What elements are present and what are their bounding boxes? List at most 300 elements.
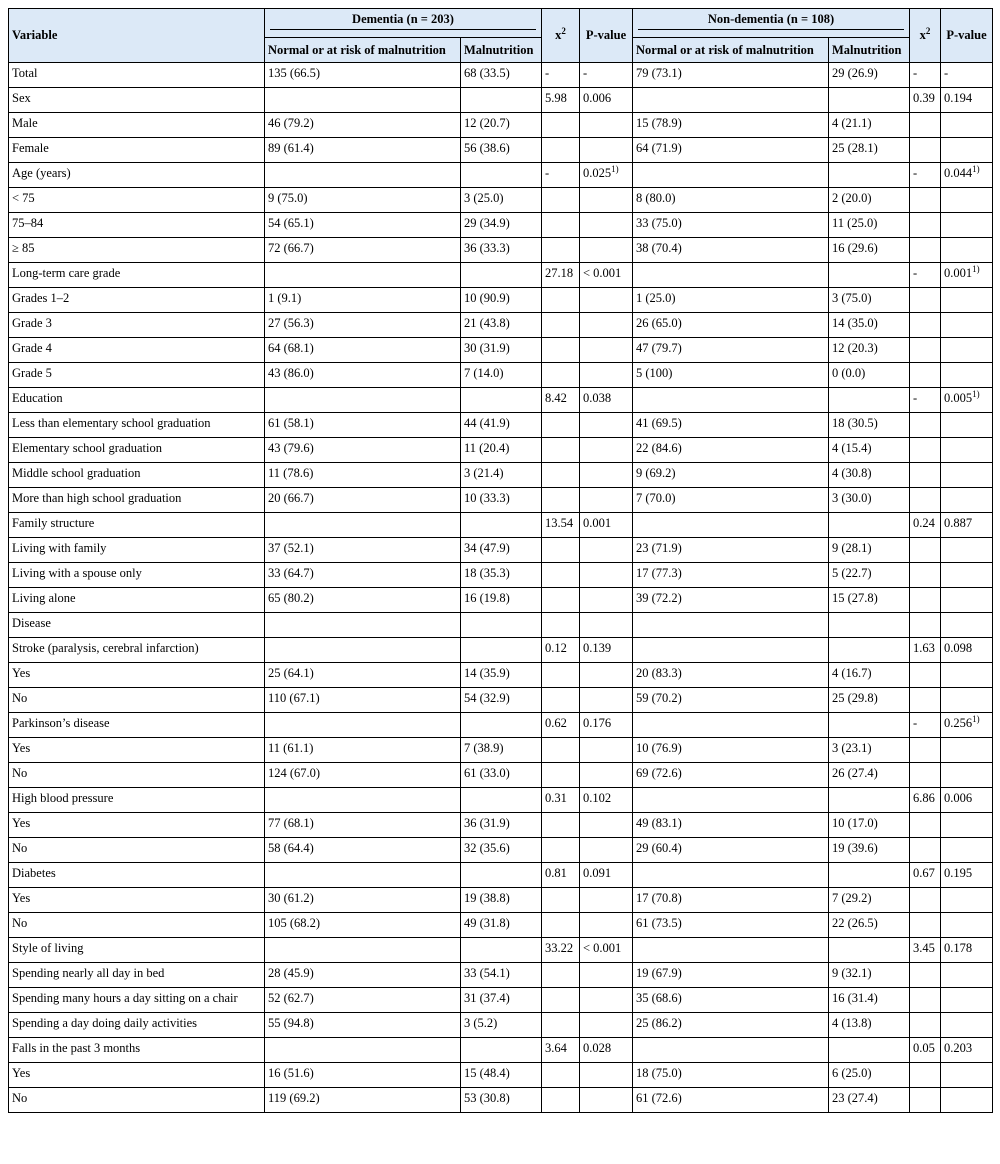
dementia-malnutrition-cell [461,688,542,713]
dementia-normal-cell [265,638,461,663]
variable-cell [9,888,265,913]
dementia-malnutrition-cell-text: 33 (54.1) [464,966,510,980]
variable-cell-text: Falls in the past 3 months [12,1041,141,1055]
non-dementia-normal-cell [633,363,829,388]
non-dementia-malnutrition-cell [829,813,910,838]
variable-cell [9,313,265,338]
non-dementia-normal-cell-text: 61 (72.6) [636,1091,682,1105]
dementia-normal-cell [265,763,461,788]
dementia-malnutrition-cell [461,538,542,563]
dementia-chi-square-cell [542,1088,580,1113]
non-dementia-malnutrition-cell [829,213,910,238]
non-dementia-p-value-cell [941,1038,993,1063]
non-dementia-normal-cell [633,888,829,913]
dementia-malnutrition-cell-text: 32 (35.6) [464,841,510,855]
dementia-malnutrition-cell-text: 3 (21.4) [464,466,504,480]
variable-cell [9,1088,265,1113]
header-non-dementia-chi-square [910,9,941,63]
dementia-malnutrition-cell-text: 10 (90.9) [464,291,510,305]
dementia-chi-square-cell [542,913,580,938]
dementia-p-value-cell [580,463,633,488]
non-dementia-normal-cell-text: 23 (71.9) [636,541,682,555]
variable-cell [9,938,265,963]
non-dementia-malnutrition-cell [829,1013,910,1038]
dementia-p-value-cell [580,813,633,838]
dementia-malnutrition-cell-text: 54 (32.9) [464,691,510,705]
non-dementia-chi-square-cell-text: 0.39 [913,91,935,105]
non-dementia-chi-square-cell [910,663,941,688]
table-row [9,238,993,263]
non-dementia-p-value-cell [941,188,993,213]
variable-cell [9,388,265,413]
non-dementia-p-value-cell [941,513,993,538]
non-dementia-normal-cell [633,588,829,613]
dementia-malnutrition-cell-text: 7 (38.9) [464,741,504,755]
dementia-chi-square-cell [542,413,580,438]
header-variable: Variable [9,9,265,63]
variable-cell-text: Yes [12,666,31,680]
non-dementia-p-value-cell [941,813,993,838]
dementia-malnutrition-cell [461,113,542,138]
non-dementia-malnutrition-cell-text: 4 (16.7) [832,666,872,680]
dementia-p-value-cell-text: 0.001 [583,516,612,530]
dementia-chi-square-cell [542,113,580,138]
variable-cell-text: Education [12,391,63,405]
table-row [9,588,993,613]
dementia-malnutrition-cell [461,63,542,88]
table-row [9,688,993,713]
dementia-malnutrition-cell [461,1063,542,1088]
non-dementia-p-value-cell [941,638,993,663]
non-dementia-chi-square-cell [910,163,941,188]
dementia-chi-square-cell [542,963,580,988]
dementia-malnutrition-cell-text: 7 (14.0) [464,366,504,380]
dementia-normal-cell [265,388,461,413]
variable-cell-text: More than high school graduation [12,491,182,505]
dementia-normal-cell [265,888,461,913]
dementia-p-value-cell [580,938,633,963]
non-dementia-malnutrition-cell-text: 9 (28.1) [832,541,872,555]
table-row [9,163,993,188]
dementia-normal-cell-text: 61 (58.1) [268,416,314,430]
variable-cell-text: Yes [12,816,31,830]
variable-cell-text: < 75 [12,191,35,205]
variable-cell [9,838,265,863]
variable-cell [9,588,265,613]
table-row [9,63,993,88]
non-dementia-p-value-cell [941,363,993,388]
dementia-normal-cell [265,438,461,463]
variable-cell [9,188,265,213]
non-dementia-malnutrition-cell-text: 23 (27.4) [832,1091,878,1105]
dementia-normal-cell [265,488,461,513]
header-dementia-label: Dementia (n = 203) [270,12,536,30]
non-dementia-chi-square-cell-text: - [913,66,918,80]
dementia-chi-square-cell-text: 33.22 [545,941,574,955]
variable-cell [9,538,265,563]
non-dementia-p-value-cell [941,63,993,88]
non-dementia-normal-cell-text: 79 (73.1) [636,66,682,80]
non-dementia-malnutrition-cell-text: 16 (29.6) [832,241,878,255]
non-dementia-malnutrition-cell [829,888,910,913]
dementia-p-value-cell-text: - [583,66,588,80]
dementia-chi-square-cell-text: 0.81 [545,866,567,880]
dementia-p-value-cell [580,263,633,288]
dementia-malnutrition-cell [461,1013,542,1038]
dementia-p-value-cell [580,763,633,788]
dementia-malnutrition-cell-text: 16 (19.8) [464,591,510,605]
dementia-p-value-cell [580,663,633,688]
variable-cell [9,513,265,538]
variable-cell-text: Parkinson’s disease [12,716,110,730]
non-dementia-malnutrition-cell [829,463,910,488]
variable-cell [9,213,265,238]
dementia-malnutrition-cell-text: 61 (33.0) [464,766,510,780]
variable-cell-text: No [12,766,28,780]
non-dementia-normal-cell-text: 15 (78.9) [636,116,682,130]
variable-cell [9,438,265,463]
dementia-normal-cell-text: 33 (64.7) [268,566,314,580]
dementia-normal-cell [265,788,461,813]
non-dementia-normal-cell [633,1013,829,1038]
dementia-malnutrition-cell [461,163,542,188]
dementia-malnutrition-cell [461,513,542,538]
non-dementia-chi-square-cell [910,213,941,238]
non-dementia-malnutrition-cell [829,363,910,388]
non-dementia-p-value-cell [941,538,993,563]
footnote-marker: 1) [972,713,980,724]
non-dementia-chi-square-cell-text: - [913,166,918,180]
dementia-malnutrition-cell-text: 44 (41.9) [464,416,510,430]
non-dementia-malnutrition-cell [829,113,910,138]
non-dementia-normal-cell [633,763,829,788]
non-dementia-p-value-cell-text: 0.001 [944,266,973,280]
non-dementia-p-value-cell [941,663,993,688]
dementia-malnutrition-cell [461,613,542,638]
non-dementia-chi-square-cell [910,1063,941,1088]
non-dementia-chi-square-cell [910,113,941,138]
variable-cell [9,63,265,88]
dementia-normal-cell [265,88,461,113]
non-dementia-chi-square-cell [910,813,941,838]
table-row [9,213,993,238]
non-dementia-normal-cell [633,613,829,638]
non-dementia-normal-cell [633,638,829,663]
non-dementia-normal-cell [633,288,829,313]
table-row [9,938,993,963]
header-dementia-p-value: P-value [580,9,633,63]
dementia-malnutrition-cell [461,738,542,763]
dementia-p-value-cell [580,688,633,713]
variable-cell [9,613,265,638]
dementia-p-value-cell [580,913,633,938]
non-dementia-malnutrition-cell-text: 3 (75.0) [832,291,872,305]
dementia-p-value-cell [580,113,633,138]
dementia-normal-cell [265,863,461,888]
non-dementia-p-value-cell [941,1063,993,1088]
header-non-dementia-group [633,9,910,38]
non-dementia-chi-square-cell [910,913,941,938]
dementia-chi-square-cell [542,388,580,413]
non-dementia-malnutrition-cell [829,613,910,638]
non-dementia-malnutrition-cell-text: 16 (31.4) [832,991,878,1005]
non-dementia-p-value-cell [941,963,993,988]
dementia-malnutrition-cell [461,988,542,1013]
table-row [9,113,993,138]
dementia-chi-square-cell [542,938,580,963]
non-dementia-chi-square-cell [910,488,941,513]
non-dementia-chi-square-cell-text: - [913,266,918,280]
non-dementia-malnutrition-cell-text: 9 (32.1) [832,966,872,980]
header-non-dementia-malnutrition: Malnutrition [829,38,910,63]
dementia-p-value-cell [580,638,633,663]
dementia-chi-square-cell [542,563,580,588]
dementia-normal-cell [265,1038,461,1063]
variable-cell [9,338,265,363]
non-dementia-p-value-cell-text: 0.006 [944,791,973,805]
variable-cell-text: Less than elementary school graduation [12,416,211,430]
non-dementia-p-value-cell [941,913,993,938]
non-dementia-p-value-cell [941,938,993,963]
table-row [9,263,993,288]
chi-symbol: x [919,28,926,42]
dementia-malnutrition-cell-text: 29 (34.9) [464,216,510,230]
dementia-chi-square-cell-text: 13.54 [545,516,574,530]
non-dementia-chi-square-cell [910,938,941,963]
non-dementia-normal-cell [633,938,829,963]
dementia-chi-square-cell [542,638,580,663]
non-dementia-normal-cell [633,463,829,488]
non-dementia-malnutrition-cell [829,1038,910,1063]
dementia-normal-cell-text: 135 (66.5) [268,66,321,80]
dementia-chi-square-cell [542,163,580,188]
dementia-chi-square-cell-text: 3.64 [545,1041,567,1055]
dementia-normal-cell [265,913,461,938]
dementia-normal-cell [265,688,461,713]
non-dementia-p-value-cell [941,688,993,713]
dementia-normal-cell [265,738,461,763]
dementia-chi-square-cell [542,738,580,763]
table-row [9,838,993,863]
non-dementia-normal-cell [633,738,829,763]
non-dementia-malnutrition-cell-text: 3 (30.0) [832,491,872,505]
variable-cell-text: Sex [12,91,31,105]
non-dementia-malnutrition-cell [829,563,910,588]
dementia-normal-cell-text: 77 (68.1) [268,816,314,830]
dementia-normal-cell [265,838,461,863]
variable-cell [9,113,265,138]
dementia-malnutrition-cell [461,338,542,363]
non-dementia-malnutrition-cell [829,738,910,763]
non-dementia-malnutrition-cell [829,388,910,413]
variable-cell-text: Total [12,66,38,80]
variable-cell [9,288,265,313]
dementia-normal-cell-text: 16 (51.6) [268,1066,314,1080]
dementia-normal-cell [265,338,461,363]
dementia-chi-square-cell [542,538,580,563]
non-dementia-normal-cell [633,788,829,813]
table-row [9,88,993,113]
non-dementia-chi-square-cell [910,413,941,438]
dementia-malnutrition-cell [461,1038,542,1063]
non-dementia-normal-cell-text: 33 (75.0) [636,216,682,230]
non-dementia-chi-square-cell [910,438,941,463]
dementia-chi-square-cell [542,713,580,738]
table-container [8,8,992,1113]
dementia-malnutrition-cell [461,638,542,663]
non-dementia-chi-square-cell [910,638,941,663]
non-dementia-chi-square-cell [910,63,941,88]
variable-cell [9,1038,265,1063]
table-row [9,813,993,838]
dementia-normal-cell [265,513,461,538]
non-dementia-chi-square-cell-text: 0.24 [913,516,935,530]
non-dementia-normal-cell [633,813,829,838]
dementia-chi-square-cell [542,63,580,88]
non-dementia-normal-cell [633,963,829,988]
non-dementia-malnutrition-cell-text: 3 (23.1) [832,741,872,755]
dementia-p-value-cell [580,413,633,438]
table-row [9,288,993,313]
dementia-chi-square-cell [542,813,580,838]
dementia-chi-square-cell [542,1063,580,1088]
dementia-p-value-cell-text: 0.102 [583,791,612,805]
table-row [9,463,993,488]
non-dementia-normal-cell [633,188,829,213]
variable-cell-text: Male [12,116,38,130]
dementia-malnutrition-cell [461,363,542,388]
dementia-chi-square-cell-text: - [545,66,550,80]
dementia-chi-square-cell [542,888,580,913]
dementia-malnutrition-cell [461,238,542,263]
non-dementia-normal-cell-text: 59 (70.2) [636,691,682,705]
dementia-p-value-cell-text: 0.091 [583,866,612,880]
non-dementia-normal-cell [633,713,829,738]
non-dementia-normal-cell-text: 17 (70.8) [636,891,682,905]
dementia-malnutrition-cell-text: 30 (31.9) [464,341,510,355]
non-dementia-normal-cell [633,113,829,138]
non-dementia-normal-cell [633,563,829,588]
non-dementia-p-value-cell [941,463,993,488]
non-dementia-chi-square-cell [910,538,941,563]
dementia-normal-cell [265,563,461,588]
variable-cell-text: Grade 4 [12,341,52,355]
dementia-chi-square-cell [542,763,580,788]
dementia-p-value-cell [580,338,633,363]
table-row [9,538,993,563]
header-non-dementia-p-value: P-value [941,9,993,63]
dementia-malnutrition-cell [461,438,542,463]
non-dementia-malnutrition-cell [829,638,910,663]
variable-cell-text: High blood pressure [12,791,114,805]
non-dementia-malnutrition-cell [829,88,910,113]
non-dementia-normal-cell [633,1088,829,1113]
dementia-malnutrition-cell [461,288,542,313]
dementia-malnutrition-cell-text: 11 (20.4) [464,441,510,455]
non-dementia-normal-cell-text: 64 (71.9) [636,141,682,155]
non-dementia-normal-cell-text: 25 (86.2) [636,1016,682,1030]
dementia-normal-cell [265,813,461,838]
dementia-malnutrition-cell [461,713,542,738]
dementia-malnutrition-cell [461,463,542,488]
variable-cell-text: Disease [12,616,51,630]
non-dementia-chi-square-cell [910,713,941,738]
dementia-normal-cell [265,138,461,163]
variable-cell [9,913,265,938]
variable-cell [9,688,265,713]
non-dementia-malnutrition-cell [829,838,910,863]
non-dementia-p-value-cell [941,788,993,813]
non-dementia-malnutrition-cell [829,313,910,338]
non-dementia-normal-cell [633,313,829,338]
dementia-malnutrition-cell [461,588,542,613]
dementia-chi-square-cell-text: 0.12 [545,641,567,655]
dementia-malnutrition-cell [461,888,542,913]
non-dementia-normal-cell-text: 8 (80.0) [636,191,676,205]
non-dementia-chi-square-cell [910,1013,941,1038]
header-dementia-malnutrition: Malnutrition [461,38,542,63]
dementia-normal-cell-text: 110 (67.1) [268,691,320,705]
chi-symbol: x [555,28,562,42]
non-dementia-chi-square-cell [910,763,941,788]
dementia-malnutrition-cell-text: 3 (25.0) [464,191,504,205]
dementia-normal-cell [265,938,461,963]
dementia-p-value-cell [580,788,633,813]
non-dementia-p-value-cell [941,1088,993,1113]
dementia-normal-cell [265,188,461,213]
dementia-chi-square-cell [542,138,580,163]
non-dementia-normal-cell [633,863,829,888]
dementia-p-value-cell [580,488,633,513]
non-dementia-normal-cell-text: 47 (79.7) [636,341,682,355]
non-dementia-malnutrition-cell-text: 19 (39.6) [832,841,878,855]
dementia-normal-cell-text: 124 (67.0) [268,766,321,780]
variable-cell-text: Living with family [12,541,107,555]
non-dementia-normal-cell-text: 17 (77.3) [636,566,682,580]
variable-cell-text: No [12,1091,28,1105]
dementia-normal-cell [265,413,461,438]
non-dementia-p-value-cell-text: - [944,66,949,80]
non-dementia-normal-cell [633,663,829,688]
dementia-malnutrition-cell [461,913,542,938]
non-dementia-malnutrition-cell [829,988,910,1013]
dementia-chi-square-cell [542,663,580,688]
table-row [9,363,993,388]
dementia-malnutrition-cell-text: 36 (31.9) [464,816,510,830]
non-dementia-malnutrition-cell-text: 4 (30.8) [832,466,872,480]
non-dementia-normal-cell [633,388,829,413]
variable-cell [9,813,265,838]
dementia-p-value-cell [580,238,633,263]
dementia-chi-square-cell [542,338,580,363]
variable-cell [9,963,265,988]
non-dementia-malnutrition-cell-text: 4 (15.4) [832,441,872,455]
non-dementia-malnutrition-cell-text: 10 (17.0) [832,816,878,830]
dementia-p-value-cell [580,513,633,538]
dementia-chi-square-cell [542,863,580,888]
dementia-normal-cell [265,663,461,688]
dementia-p-value-cell [580,213,633,238]
dementia-malnutrition-cell [461,388,542,413]
non-dementia-p-value-cell [941,388,993,413]
non-dementia-p-value-cell [941,613,993,638]
table-row [9,438,993,463]
non-dementia-chi-square-cell [910,1088,941,1113]
non-dementia-chi-square-cell [910,563,941,588]
non-dementia-p-value-cell [941,138,993,163]
table-row [9,388,993,413]
variable-cell [9,713,265,738]
